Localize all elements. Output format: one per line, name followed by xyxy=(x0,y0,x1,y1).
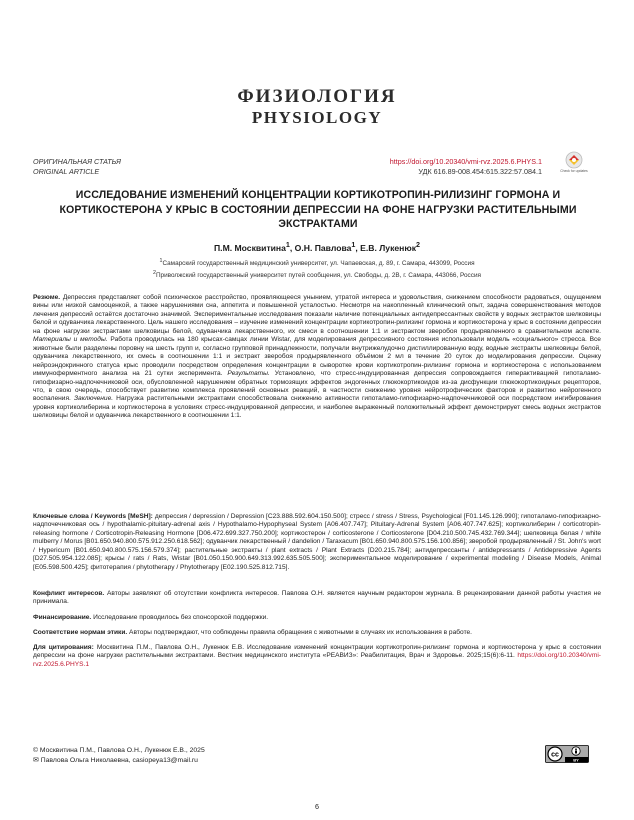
abstract-text: Работа проводилась на 180 крысах-самцах линии Wistar, для моделирования депрессивного состояния использовали модель «социального» стресса. Все животные были разделены поровну на шесть групп и, согласно групповой принадлежности, получали внутрижелудочно дистиллированную воду, водные экстракты шелковицы белой, одуванчика лекарственного, их смесь в соотношении 1:1 и экстракт зверобоя продырявленного объёмом 2 мл в течение 20 суток до моделирования депрессии. Оценку нейроэндокринного статуса крыс проводили посредством определения концентрации в сыворотке крови кортикотропин-рилизинг гормона и кортикостерона с использованием иммуноферментного анализа на 21 сутки эксперимента. xyxy=(33,336,601,378)
conclusion-label: Заключение. xyxy=(73,395,114,403)
ethics-text: Авторы подтверждают, что соблюдены правила обращения с животными в случаях их использования в работе. xyxy=(127,629,473,636)
article-type-en: ORIGINAL ARTICLE xyxy=(33,166,100,176)
article-title: ИССЛЕДОВАНИЕ ИЗМЕНЕНИЙ КОНЦЕНТРАЦИИ КОРТИКОТРОПИН-РИЛИЗИНГ ГОРМОНА И КОРТИКОСТЕРОНА У КРЫС В СОСТОЯНИИ ДЕПРЕССИИ НА ФОНЕ НАГРУЗКИ РАСТИТЕЛЬНЫМИ ЭКСТРАКТАМИ xyxy=(59,189,577,230)
article-type-ru: ОРИГИНАЛЬНАЯ СТАТЬЯ xyxy=(33,157,121,166)
section-title-ru: ФИЗИОЛОГИЯ xyxy=(237,86,397,107)
affiliation-line xyxy=(0,269,634,281)
ethics-statement xyxy=(33,629,601,637)
affiliation-marker: 2 xyxy=(153,269,156,276)
abstract xyxy=(33,294,601,421)
funding-label: Финансирование. xyxy=(33,614,92,621)
author-affil-marker: 2 xyxy=(416,241,420,249)
section-title-en: PHYSIOLOGY xyxy=(251,108,383,127)
conflict-text: Авторы заявляют об отсутствии конфликта интересов. Павлова О.Н. является научным редактором журнала. В рецензировании данной работы участия не принимала. xyxy=(33,590,601,606)
abstract-text: Депрессия представляет собой психическое расстройство, проявляющееся унынием, утратой интереса и удовольствия, снижением способности радоваться, ощущением вины или низкой самооценкой, а также нарушениями сна, аппетита и повышенной усталостью. Несмотря на накопленный клинический опыт, задача совершенствования методов лечения депрессий остаётся достаточно значимой. Экспериментальные исследования показали наличие потенциальных антидепрессантных свойств у водных экстрактов шелковицы белой и одуванчика лекарственного. Цель нашего исследования – изучение изменений концентрации кортикотропин-рилизинг гормона и кортикостерона у крыс в состоянии депрессии на фоне нагрузки экстрактами шелковицы белой, одуванчика лекарственного, их смеси в соотношении 1:1 и экстрактом зверобоя продырявленного в сравнительном аспекте. xyxy=(33,294,601,335)
methods-label: Материалы и методы. xyxy=(33,336,108,344)
contact-email[interactable]: casiopeya13@mail.ru xyxy=(132,756,198,764)
copyright: © Москвитина П.М., Павлова О.Н., Лукенюк Е.В., 2025 xyxy=(33,747,205,754)
footer xyxy=(33,746,205,765)
affiliation-text: Самарский государственный медицинский университет, ул. Чапаевская, д. 89, г. Самара, 443099, Россия xyxy=(162,260,475,268)
by-label: BY xyxy=(573,757,579,763)
citation-label: Для цитирования: xyxy=(33,644,94,651)
affiliation-line xyxy=(0,257,634,269)
contact-name: Павлова Ольга Николаевна, xyxy=(40,756,131,764)
affiliations xyxy=(0,257,634,280)
results-label: Результаты. xyxy=(227,370,270,378)
check-for-updates-icon[interactable] xyxy=(562,151,586,177)
mail-icon: ✉ xyxy=(33,756,39,764)
ethics-label: Соответствие нормам этики. xyxy=(33,629,128,636)
cc-label: cc xyxy=(551,751,559,759)
citation xyxy=(33,644,601,669)
keywords xyxy=(33,513,601,572)
abstract-label: Резюме. xyxy=(33,294,61,301)
affiliation-marker: 1 xyxy=(159,258,163,264)
journal-section-heading xyxy=(0,86,634,128)
citation-doi-link[interactable]: https://doi.org/10.20340/vmi-rvz.2025.6.PHYS.1 xyxy=(33,652,601,668)
author-affil-marker: 1 xyxy=(351,241,356,249)
contact-line xyxy=(33,756,205,766)
author-name: О.Н. Павлова xyxy=(294,242,352,253)
author-list: П.М. Москвитина$^1$, О.Н. Павлова$^1$, Е.В. Лукенюк$^2$ xyxy=(214,241,420,253)
cc-by-license-icon[interactable] xyxy=(545,745,589,763)
page-number: 6 xyxy=(315,802,319,811)
abstract-text: Нагрузка растительными экстрактами способствовала снижению активности гипоталамо-гипофизарно-надпочечниковой оси посредством ингибирования уровня кортиколиберина и кортикостерона в условиях стресс-индуцированной депрессии, и наиболее выраженный положительный эффект демонстрирует смесь водных экстрактов шелковицы белой и одуванчика лекарственного в соотношении 1:1. xyxy=(33,395,601,420)
author-affil-marker: 1 xyxy=(285,241,290,249)
article-identifiers xyxy=(390,157,542,176)
doi-link[interactable]: https://doi.org/10.20340/vmi-rvz.2025.6.PHYS.1 xyxy=(389,157,542,166)
funding xyxy=(33,614,601,622)
article-type xyxy=(33,157,121,176)
author-name: Е.В. Лукенюк xyxy=(360,242,416,253)
conflict-of-interest xyxy=(33,590,601,607)
abstract-text: Установлено, что стресс-индуцированная депрессия сопровождается гиперактивацией гипоталамо-гипофизарно-надпочечниковой оси, обусловленной нарушением обратных тормозящих эффектов эндогенных глюкокортикоидов из-за дисфункции глюкокортикоидных рецепторов, что, в свою очередь, способствует развитию комплекса проявлений основных реакций, в частности снижению уровня нейротрофических факторов и развитию нейрогенного воспаления. xyxy=(33,370,602,403)
keywords-label: Ключевые слова / Keywords [MeSH]: xyxy=(33,513,153,520)
crossmark-label: Check for updates xyxy=(560,169,588,173)
funding-text: Исследование проводилось без спонсорской поддержки. xyxy=(91,614,269,621)
affiliation-text: Приволжский государственный университет путей сообщения, ул. Свободы, д. 2В, г. Самара, 443066, Россия xyxy=(155,271,481,279)
conflict-label: Конфликт интересов. xyxy=(33,590,105,597)
udc-code: УДК 616.89-008.454:615.322:57.084.1 xyxy=(418,166,542,176)
author-name: П.М. Москвитина xyxy=(214,242,286,253)
citation-text: Москвитина П.М., Павлова О.Н., Лукенюк Е.В. Исследование изменений концентрации кортикотропин-рилизинг гормона и кортикостерона у крыс в состоянии депрессии на фоне нагрузки растительными экстрактами. Вестник медицинского института «РЕАВИЗ»: Реабилитация, Врач и Здоровье. 2025;15(6):6-11. xyxy=(33,644,601,660)
keywords-text: депрессия / depression / Depression [C23.888.592.604.150.500]; стресс / stress / Stress, Psychological [F01.145.126.990]; гипоталамо-гипофизарно-надпочечниковая ось / hypothalamic-pituitary-adrenal axis / Hypothalamo-Hypophyseal System [A06.407.747]; Pituitary-Adrenal System [A06.407.747.625]; кортиколиберин / corticotropin-releasing hormone / Corticotropin-Releasing Hormone [D06.472.699.327.750.200]; кортикостерон / corticosterone / Corticosterone [D04.210.500.745.432.769.344]; шелковица белая / white mulberry / Morus [B01.650.940.800.575.912.250.618.562]; одуванчик лекарственный / dandelion / Taraxacum [B01.650.940.800.575.156.100.856]; зверобой продырявленный / St. John's wort / Hypericum [B01.650.940.800.575.156.579.374]; растительные экстракты / plant extracts / Plant Extracts [D20.215.784]; антидепрессанты / antidepressants / Antidepressive Agents [D27.505.954.122.085]; крысы / rats / Rats, Wistar [B01.050.150.900.649.313.992.635.505.500]; экспериментальное моделирование / experimental modeling / Disease Models, Animal [E05.598.500.425]; фитотерапия / phytotherapy / Phytotherapy [E02.190.525.812.715]. xyxy=(33,513,601,571)
